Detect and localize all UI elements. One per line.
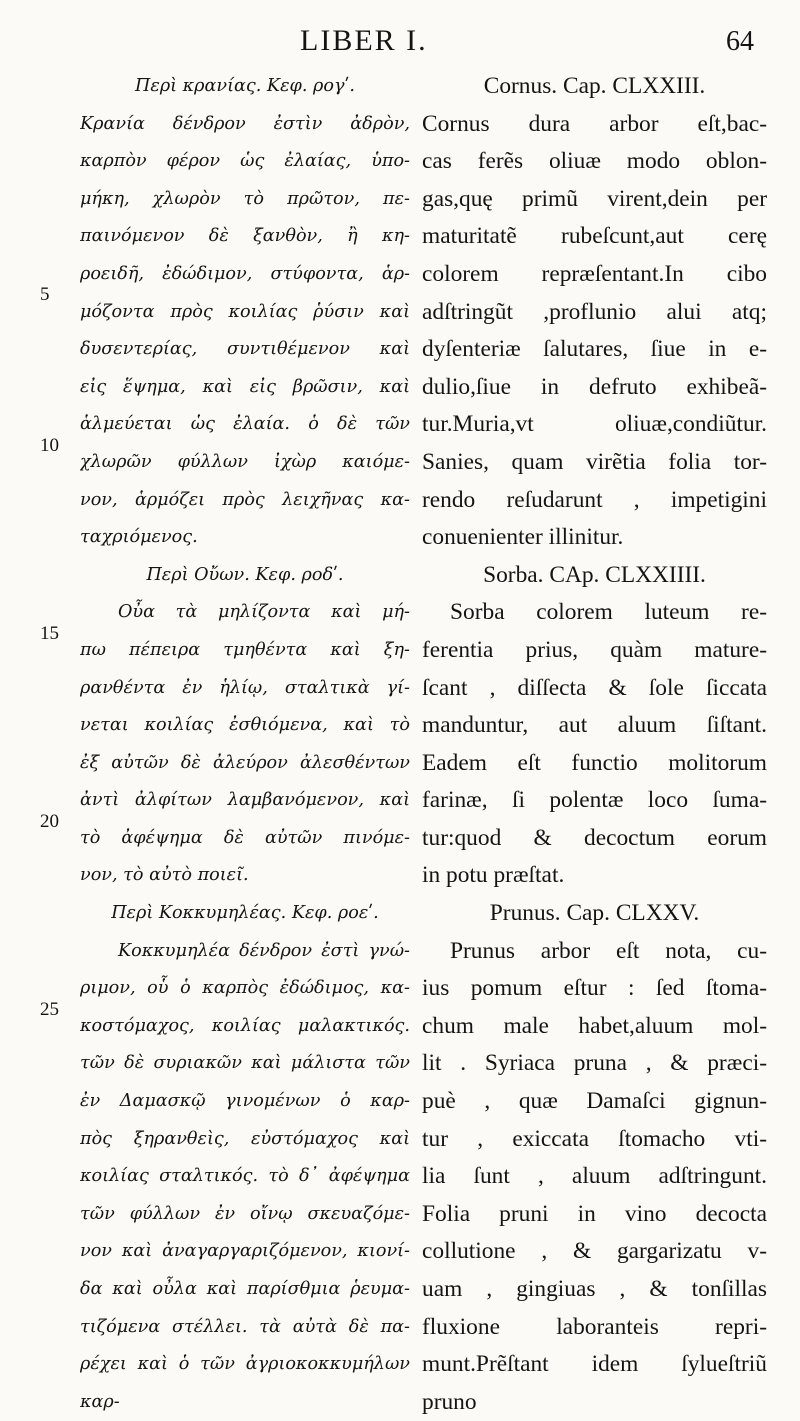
- section-heading: Περὶ Κοκκυμηλέας. Κεφ. ροεʹ.: [111, 903, 379, 924]
- text-line: κοιλίας σταλτικός. τὸ δ᾽ ἀφέψημα: [80, 1166, 410, 1187]
- text-line: conuenienter illinitur.: [422, 524, 624, 551]
- page-number: 64: [726, 26, 754, 57]
- text-line: τιζόμενα στέλλει. τὰ αὐτὰ δὲ πα-: [80, 1316, 410, 1337]
- text-line: Sanies, quam virẽtia folia tor-: [422, 448, 767, 475]
- text-line: τῶν φύλλων ἐν οἴνῳ σκευαζόμε-: [80, 1203, 410, 1224]
- text-line: Prunus arbor eſt nota, cu-: [450, 937, 767, 964]
- text-line: manduntur, aut aluum ſiſtant.: [422, 712, 767, 739]
- text-line: δα καὶ οὖλα καὶ παρίσθμια ῥευμα-: [80, 1279, 410, 1299]
- line-number: 20: [40, 811, 59, 832]
- text-line: tur , exiccata ſtomacho vti-: [422, 1125, 767, 1152]
- text-line: ferentia prius, quàm mature-: [422, 636, 767, 663]
- text-line: in potu præſtat.: [422, 862, 565, 889]
- greek-text-column: [80, 68, 410, 1421]
- text-line: μόζοντα πρὸς κοιλίας ῥύσιν καὶ: [80, 301, 410, 322]
- text-line: cas ferẽs oliuæ modo oblon-: [422, 148, 767, 175]
- section-heading: Περὶ κρανίας. Κεφ. ρογʹ.: [135, 76, 355, 96]
- text-line: ρανθέντα ἐν ἡλίῳ, σταλτικὰ γί-: [80, 677, 410, 698]
- text-line: παινόμενον δὲ ξανθὸν, ἢ κη-: [80, 226, 410, 247]
- text-line: μήκη, χλωρὸν τὸ πρῶτον, πε-: [80, 188, 410, 209]
- text-line: Eadem eſt functio molitorum: [422, 749, 767, 776]
- line-number: 15: [40, 623, 59, 644]
- text-line: dyſenteriæ ſalutares, ſiue in e-: [422, 336, 767, 363]
- text-line: νεται κοιλίας ἐσθιόμενα, καὶ τὸ: [80, 715, 410, 736]
- text-line: chum male habet,aluum mol-: [422, 1012, 767, 1039]
- text-line: pruno: [422, 1388, 477, 1415]
- text-line: Οὖα τὰ μηλίζοντα καὶ μή-: [118, 602, 410, 623]
- latin-text-column: [422, 68, 767, 1421]
- text-line: ἁλμεύεται ὡς ἐλαία. ὁ δὲ τῶν: [80, 414, 410, 435]
- text-line: Folia pruni in vino decocta: [422, 1200, 767, 1227]
- text-line: dulio,ſiue in defruto exhibeã-: [422, 373, 767, 400]
- text-line: νον, τὸ αὐτὸ ποιεῖ.: [80, 865, 249, 886]
- text-line: colorem repræſentant.In cibo: [422, 260, 767, 287]
- text-line: ρέχει καὶ ὁ τῶν ἀγριοκοκκυμήλων: [80, 1354, 410, 1375]
- text-line: collutione , & gargarizatu v-: [422, 1238, 767, 1265]
- section-heading: Cornus. Cap. CLXXIII.: [483, 73, 706, 99]
- text-line: Κρανία δένδρον ἐστὶν ἀδρὸν,: [80, 113, 410, 134]
- text-line: Sorba colorem luteum re-: [450, 599, 767, 626]
- section-heading: Περὶ Οὔων. Κεφ. ροδʹ.: [146, 564, 344, 585]
- line-number: 10: [40, 435, 59, 456]
- text-line: maturitatẽ rubeſcunt,aut cerę: [422, 223, 767, 250]
- text-line: rendo reſudarunt , impetigini: [422, 486, 767, 513]
- text-line: gas,quę primũ virent,dein per: [422, 185, 767, 212]
- text-line: ἐν Δαμασκῷ γινομένων ὁ καρ-: [80, 1091, 410, 1112]
- text-line: καρπὸν φέρον ὡς ἐλαίας, ὑπο-: [80, 151, 410, 172]
- text-line: uam , gingiuas , & tonſillas: [422, 1276, 767, 1302]
- text-line: δυσεντερίας, συντιθέμενον καὶ: [80, 339, 410, 360]
- text-line: lit . Syriaca pruna , & præci-: [422, 1050, 767, 1077]
- text-line: farinæ, ſi polentæ loco ſuma-: [422, 787, 767, 814]
- text-line: adſtringũt ,proflunio alui atq;: [422, 298, 767, 325]
- text-line: Κοκκυμηλέα δένδρον ἐστὶ γνώ-: [118, 940, 410, 961]
- text-line: ροειδῆ, ἐδώδιμον, στύφοντα, ἁρ-: [80, 263, 410, 284]
- text-line: ἀντὶ ἀλφίτων λαμβανόμενον, καὶ: [80, 790, 410, 811]
- text-line: τὸ ἀφέψημα δὲ αὐτῶν πινόμε-: [80, 827, 410, 848]
- text-line: νον, ἁρμόζει πρὸς λειχῆνας κα-: [80, 489, 410, 510]
- text-line: puè , quæ Damaſci gignun-: [422, 1088, 767, 1115]
- text-line: fluxione laboranteis repri-: [422, 1313, 767, 1340]
- text-line: Cornus dura arbor eſt,bac-: [422, 110, 767, 137]
- running-title: LIBER I.: [300, 24, 428, 57]
- text-line: ius pomum eſtur : ſed ſtoma-: [422, 975, 767, 1002]
- text-line: ſcant , diſſecta & ſole ſiccata: [422, 674, 767, 701]
- line-number: 5: [40, 284, 50, 305]
- section-heading: Prunus. Cap. CLXXV.: [489, 900, 700, 927]
- text-line: munt.Prẽſtant idem ſylueſtriũ: [422, 1351, 767, 1378]
- section-heading: Sorba. CAp. CLXXIIII.: [483, 561, 706, 588]
- text-line: καρ-: [80, 1391, 120, 1412]
- text-line: τῶν δὲ συριακῶν καὶ μάλιστα τῶν: [80, 1053, 410, 1074]
- line-number: 25: [40, 999, 59, 1020]
- text-line: tur.Muria,vt oliuæ,condiũtur.: [422, 411, 767, 438]
- text-line: εἰς ἕψημα, καὶ εἰς βρῶσιν, καὶ: [80, 376, 410, 397]
- text-line: νον καὶ ἀναγαργαριζόμενον, κιονί-: [80, 1241, 410, 1262]
- text-line: tur:quod & decoctum eorum: [422, 824, 767, 851]
- text-line: πω πέπειρα τμηθέντα καὶ ξη-: [80, 639, 410, 660]
- text-line: χλωρῶν φύλλων ἰχὼρ καιόμε-: [80, 451, 410, 472]
- text-line: ταχριόμενος.: [80, 527, 198, 548]
- text-line: κοστόμαχος, κοιλίας μαλακτικός.: [80, 1015, 410, 1036]
- text-line: ἐξ αὐτῶν δὲ ἀλεύρον ἀλεσθέντων: [80, 752, 410, 773]
- text-line: lia ſunt , aluum adſtringunt.: [422, 1163, 767, 1190]
- text-line: πὸς ξηρανθεὶς, εὐστόμαχος καὶ: [80, 1128, 410, 1149]
- text-line: ριμον, οὗ ὁ καρπὸς ἐδώδιμος, κα-: [80, 978, 410, 999]
